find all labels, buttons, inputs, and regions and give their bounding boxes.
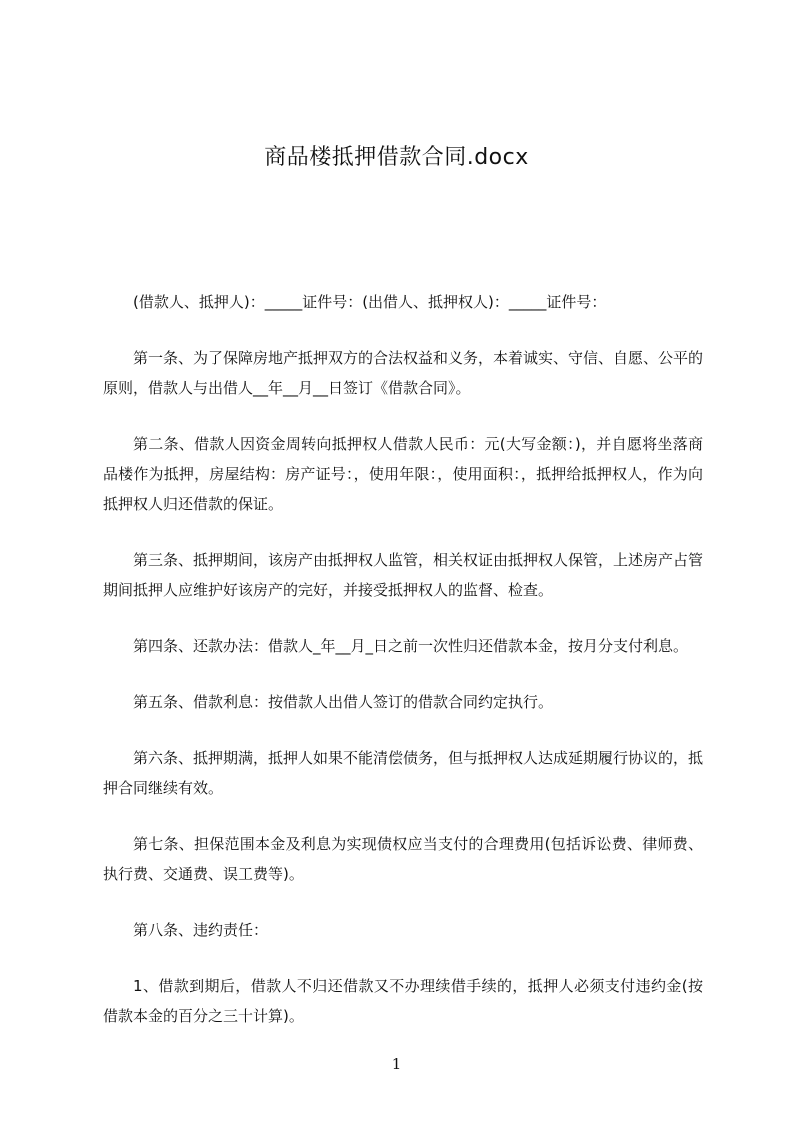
document-body — [103, 287, 703, 1057]
clause-3-paragraph: 第三条、抵押期间，该房产由抵押权人监管，相关权证由抵押权人保管，上述房产占管期间抵押人应维护好该房产的完好，并接受抵押权人的监督、检查。 — [103, 551, 704, 599]
page-number: 1 — [391, 1055, 402, 1073]
clause-8-heading: 第八条、违约责任： — [133, 921, 269, 939]
party-info-paragraph: (借款人、抵押人)：_____证件号：(出借人、抵押权人)：_____证件号： — [133, 293, 607, 311]
document-title: 商品楼抵押借款合同.docx — [264, 145, 529, 170]
clause-6-paragraph: 第六条、抵押期满，抵押人如果不能清偿债务，但与抵押权人达成延期履行协议的，抵押合同继续有效。 — [103, 749, 704, 797]
clause-8-item-1-paragraph: 1、借款到期后，借款人不归还借款又不办理续借手续的，抵押人必须支付违约金(按借款本金的百分之三十计算)。 — [103, 977, 703, 1025]
clause-5-paragraph: 第五条、借款利息：按借款人出借人签订的借款合同约定执行。 — [133, 693, 554, 711]
clause-7-paragraph: 第七条、担保范围本金及利息为实现债权应当支付的合理费用(包括诉讼费、律师费、执行费、交通费、误工费等)。 — [103, 835, 703, 883]
clause-2-paragraph: 第二条、借款人因资金周转向抵押权人借款人民币：元(大写金额：)，并自愿将坐落商品楼作为抵押，房屋结构：房产证号：，使用年限：，使用面积：，抵押给抵押权人，作为向抵押权人归还借款的保证。 — [103, 435, 703, 513]
clause-4-paragraph: 第四条、还款办法：借款人_年__月_日之前一次性归还借款本金，按月分支付利息。 — [133, 637, 689, 655]
clause-1-paragraph: 第一条、为了保障房地产抵押双方的合法权益和义务，本着诚实、守信、自愿、公平的原则，借款人与出借人__年__月__日签订《借款合同》。 — [103, 349, 704, 397]
